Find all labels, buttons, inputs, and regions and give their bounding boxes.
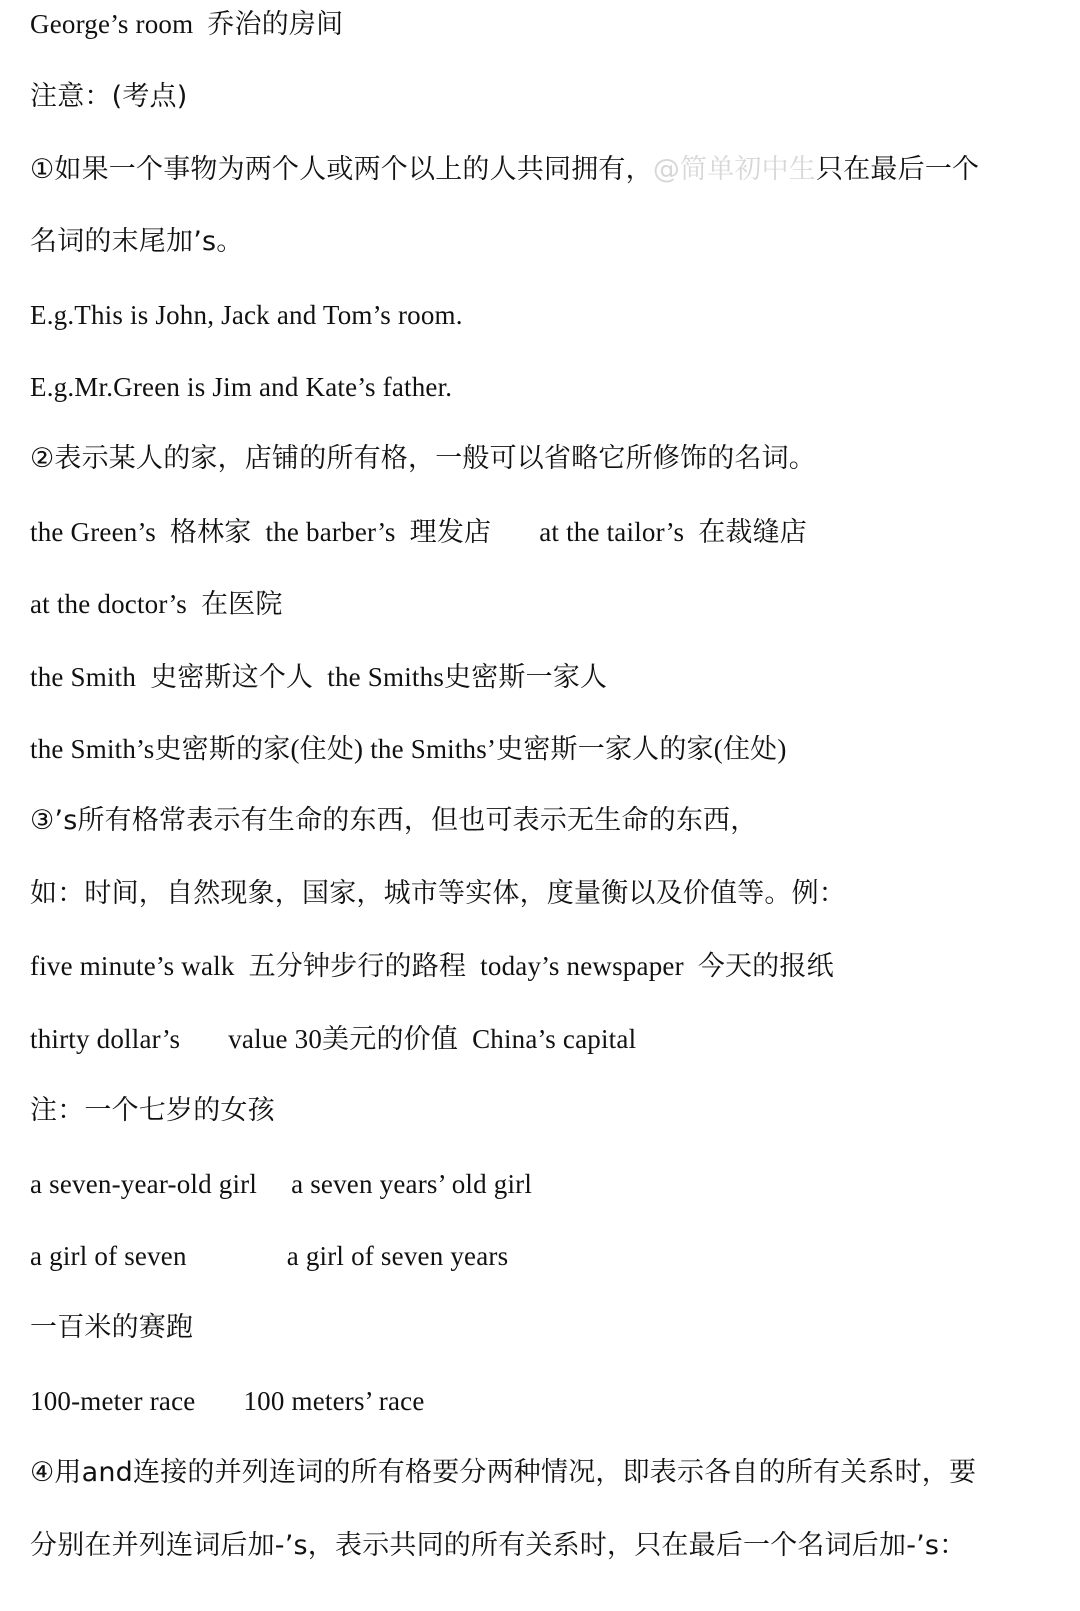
line-22-text: 分别在并列连词后加-’s，表示共同的所有关系时，只在最后一个名词后加-’s： — [30, 1530, 967, 1561]
line-20 — [30, 1383, 425, 1419]
line-17-text-b: a seven years’ old girl — [291, 1169, 533, 1199]
line-5 — [30, 297, 463, 333]
line-6 — [30, 369, 452, 405]
line-16-text: 注：一个七岁的女孩 — [30, 1095, 275, 1126]
line-15 — [30, 1021, 636, 1057]
line-15-text-c: China’s capital — [472, 1024, 637, 1054]
line-18 — [30, 1238, 508, 1274]
line-18-text-b: a girl of seven years — [286, 1241, 509, 1271]
line-20-text-b: 100 meters’ race — [243, 1386, 425, 1416]
line-8 — [30, 514, 807, 551]
line-13-text: 如：时间，自然现象，国家，城市等实体，度量衡以及价值等。例： — [30, 878, 846, 909]
line-11 — [30, 731, 787, 767]
line-9-text-b: 在医院 — [200, 589, 283, 620]
line-15-text-a: thirty dollar’s — [30, 1024, 181, 1054]
line-14 — [30, 948, 834, 985]
line-13 — [30, 876, 846, 912]
line-18-text-a: a girl of seven — [30, 1241, 187, 1271]
line-10-text-c: the Smiths史密斯一家人 — [327, 662, 608, 692]
line-8-text-a: the Green’s — [30, 517, 156, 547]
line-17-text-a: a seven-year-old girl — [30, 1169, 258, 1199]
line-19-text: 一百米的赛跑 — [30, 1312, 194, 1343]
line-16 — [30, 1093, 275, 1129]
line-10-text-b: 史密斯这个人 — [150, 662, 314, 693]
line-8-text-d: 理发店 — [409, 517, 492, 548]
line-9 — [30, 586, 283, 623]
line-14-text-c: today’s newspaper — [480, 951, 684, 981]
line-2-text: 注意：(考点) — [30, 81, 188, 112]
line-1-english: George’s room — [30, 9, 194, 39]
line-12 — [30, 803, 757, 839]
line-4-text: 名词的末尾加’s。 — [30, 226, 244, 257]
line-5-text: E.g.This is John, Jack and Tom’s room. — [30, 300, 463, 330]
line-6-text: E.g.Mr.Green is Jim and Kate’s father. — [30, 372, 453, 402]
line-11-text: the Smith’s史密斯的家(住处) the Smiths’史密斯一家人的家(住处) — [30, 734, 787, 764]
line-10 — [30, 659, 607, 696]
line-20-text-a: 100-meter race — [30, 1386, 196, 1416]
line-3-text-a: ①如果一个事物为两个人或两个以上的人共同拥有， — [30, 154, 653, 185]
line-21-text: ④用and连接的并列连词的所有格要分两种情况，即表示各自的所有关系时，要 — [30, 1457, 977, 1488]
line-2 — [30, 79, 187, 115]
line-14-text-b: 五分钟步行的路程 — [248, 951, 467, 982]
line-22 — [30, 1528, 966, 1564]
line-1 — [30, 6, 343, 43]
line-12-text: ③’s所有格常表示有生命的东西，但也可表示无生命的东西， — [30, 805, 758, 836]
line-8-text-f: 在裁缝店 — [698, 517, 808, 548]
line-4 — [30, 224, 243, 260]
watermark-text: @简单初中生 — [652, 154, 817, 185]
line-7-text: ②表示某人的家，店铺的所有格，一般可以省略它所修饰的名词。 — [30, 443, 817, 474]
line-7 — [30, 441, 816, 477]
line-15-text-b: value 30美元的价值 — [228, 1024, 459, 1054]
line-3-text-b: 只在最后一个 — [816, 154, 980, 185]
line-8-text-b: 格林家 — [169, 517, 252, 548]
line-14-text-d: 今天的报纸 — [697, 951, 834, 982]
line-17 — [30, 1166, 532, 1202]
line-19 — [30, 1310, 193, 1346]
line-8-text-c: the barber’s — [265, 517, 396, 547]
line-10-text-a: the Smith — [30, 662, 137, 692]
line-1-chinese: 乔治的房间 — [207, 9, 344, 40]
line-9-text-a: at the doctor’s — [30, 589, 187, 619]
line-21 — [30, 1455, 976, 1491]
line-8-text-e: at the tailor’s — [539, 517, 685, 547]
line-3 — [30, 152, 979, 188]
line-14-text-a: five minute’s walk — [30, 951, 235, 981]
